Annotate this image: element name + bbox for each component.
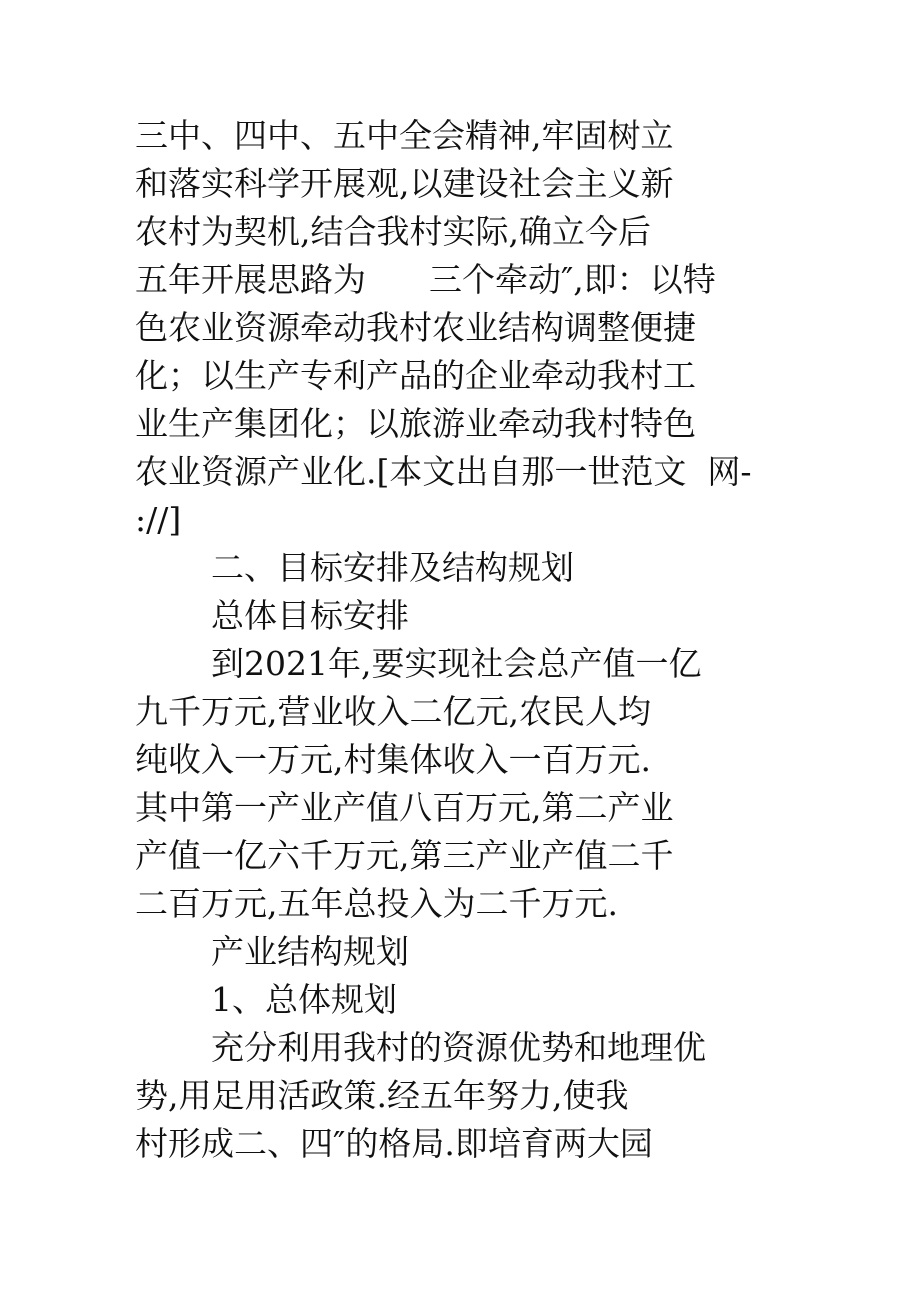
subsection-heading: 总体目标安排 (211, 596, 409, 635)
text-line: 纯收入一万元,村集体收入一百万元. (135, 740, 651, 779)
text-line: 农村为契机,结合我村实际,确立今后 (135, 212, 651, 251)
text-line: 九千万元,营业收入二亿元,农民人均 (135, 692, 651, 731)
text-line: ://] (135, 500, 182, 539)
text-line: 和落实科学开展观,以建设社会主义新 (135, 164, 674, 203)
text-line: 五年开展思路为 三个牵动″,即：以特 (135, 260, 716, 299)
text-line: 到2021年,要实现社会总产值一亿 (211, 644, 702, 683)
section-heading: 二、目标安排及结构规划 (211, 548, 574, 587)
text-line: 产值一亿六千万元,第三产业产值二千 (135, 836, 674, 875)
text-line: 其中第一产业产值八百万元,第二产业 (135, 788, 674, 827)
text-line: 化；以生产专利产品的企业牵动我村工 (135, 356, 696, 395)
text-line: 色农业资源牵动我村农业结构调整便捷 (135, 308, 696, 347)
text-line: 充分利用我村的资源优势和地理优 (211, 1028, 706, 1067)
text-line: 势,用足用活政策.经五年努力,使我 (135, 1076, 629, 1115)
document-body (135, 112, 835, 1168)
subsection-heading: 1、总体规划 (211, 980, 397, 1019)
text-line: 三中、四中、五中全会精神,牢固树立 (135, 116, 674, 155)
text-line: 村形成二、四″的格局.即培育两大园 (135, 1124, 653, 1163)
subsection-heading: 产业结构规划 (211, 932, 409, 971)
text-line: 农业资源产业化.[本文出自那一世范文 网- (135, 452, 752, 491)
text-line: 业生产集团化；以旅游业牵动我村特色 (135, 404, 696, 443)
text-line: 二百万元,五年总投入为二千万元. (135, 884, 618, 923)
